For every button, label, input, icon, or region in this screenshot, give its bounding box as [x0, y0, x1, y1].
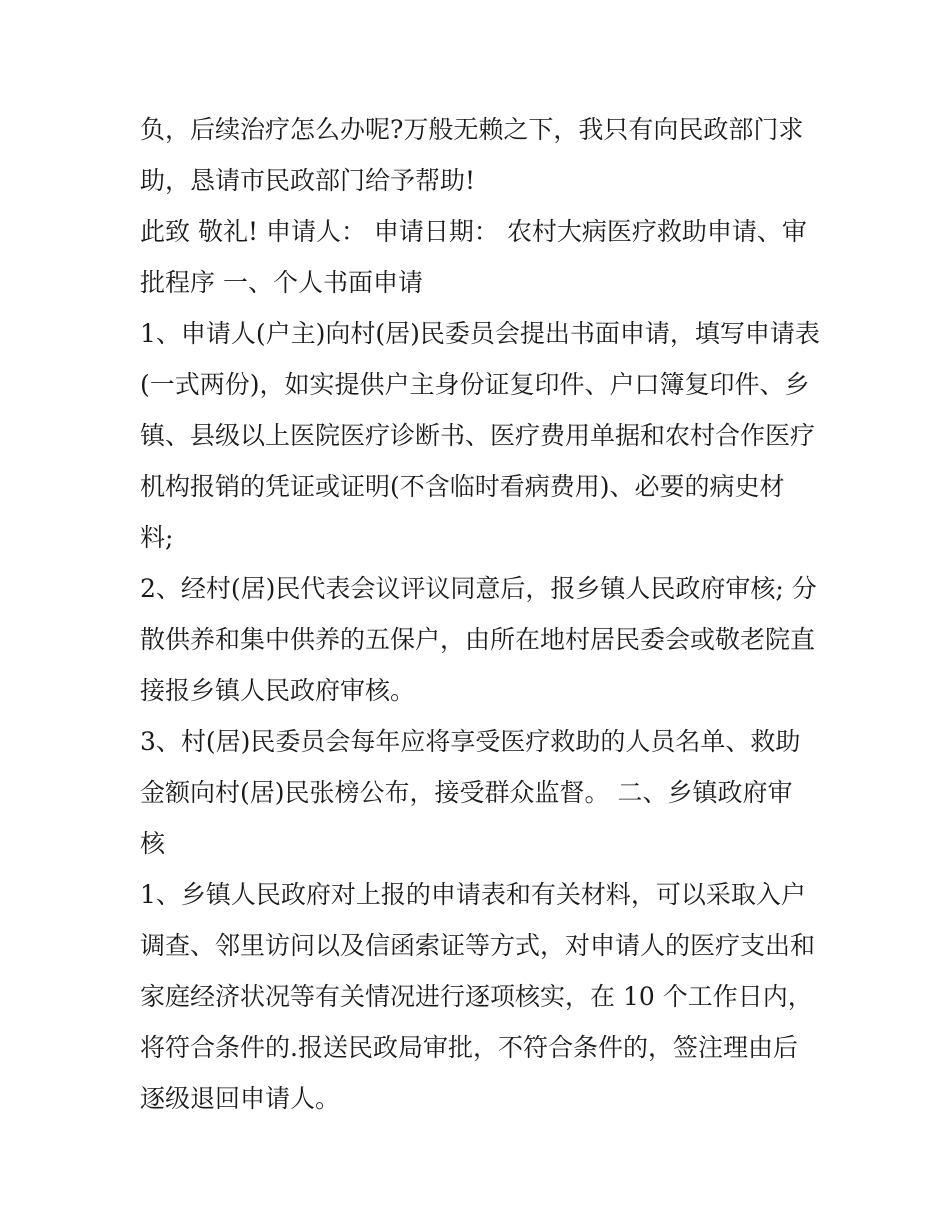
text-line: 1、申请人(户主)向村(居)民委员会提出书面申请，填写申请表 [140, 319, 820, 348]
text-line: 镇、县级以上医院医疗诊断书、医疗费用单据和农村合作医疗 [140, 421, 816, 450]
text-line: 2、经村(居)民代表会议评议同意后，报乡镇人民政府审核; 分 [140, 574, 817, 603]
text-line: (一式两份)，如实提供户主身份证复印件、户口簿复印件、乡 [140, 370, 810, 399]
text-line: 料; [140, 523, 174, 552]
text-line: 此致 敬礼! 申请人： 申请日期： 农村大病医疗救助申请、审 [140, 217, 807, 246]
text-line: 散供养和集中供养的五保户，由所在地村居民委会或敬老院直 [140, 625, 816, 654]
text-line: 将符合条件的.报送民政局审批，不符合条件的，签注理由后 [140, 1033, 798, 1062]
text-line: 3、村(居)民委员会每年应将享受医疗救助的人员名单、救助 [140, 727, 801, 756]
text-line: 接报乡镇人民政府审核。 [140, 676, 416, 705]
text-line: 金额向村(居)民张榜公布，接受群众监督。 二、乡镇政府审 [140, 778, 793, 807]
text-line: 逐级退回申请人。 [140, 1084, 341, 1113]
text-line: 调查、邻里访问以及信函索证等方式，对申请人的医疗支出和 [140, 931, 816, 960]
text-line: 负，后续治疗怎么办呢?万般无赖之下，我只有向民政部门求 [140, 115, 804, 144]
document-body [140, 104, 820, 1124]
text-line: 机构报销的凭证或证明(不含临时看病费用)、必要的病史材 [140, 472, 785, 501]
text-line: 1、乡镇人民政府对上报的申请表和有关材料，可以采取入户 [140, 880, 806, 909]
text-line: 核 [140, 829, 166, 858]
text-line: 家庭经济状况等有关情况进行逐项核实，在 10 个工作日内， [140, 982, 813, 1011]
text-line: 助，恳请市民政部门给予帮助! [140, 166, 476, 195]
text-line: 批程序 一、个人书面申请 [140, 268, 423, 297]
